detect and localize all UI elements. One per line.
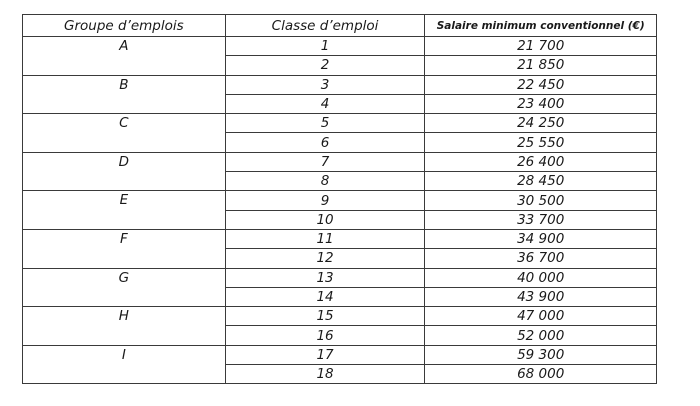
classe-cell: 17 [225,345,425,364]
group-cell: H [23,307,226,346]
classe-cell: 3 [225,75,425,94]
classe-cell: 15 [225,307,425,326]
salaire-cell: 21 700 [425,37,657,56]
salaire-cell: 59 300 [425,345,657,364]
classe-cell: 4 [225,94,425,113]
classe-cell: 10 [225,210,425,229]
salaire-cell: 28 450 [425,172,657,191]
group-cell: F [23,229,226,268]
classe-cell: 14 [225,287,425,306]
salaire-cell: 24 250 [425,114,657,133]
classe-cell: 1 [225,37,425,56]
header-groupe: Groupe d’emplois [23,15,226,37]
group-cell: G [23,268,226,307]
table-row [23,152,657,171]
table-row [23,307,657,326]
classe-cell: 13 [225,268,425,287]
salaire-cell: 26 400 [425,152,657,171]
classe-cell: 12 [225,249,425,268]
group-cell: C [23,114,226,153]
salaire-cell: 25 550 [425,133,657,152]
salaire-cell: 21 850 [425,56,657,75]
classe-cell: 7 [225,152,425,171]
table-header-row [23,15,657,37]
salaire-cell: 43 900 [425,287,657,306]
classe-cell: 2 [225,56,425,75]
header-classe: Classe d’emploi [225,15,425,37]
group-cell: B [23,75,226,114]
table-row [23,229,657,248]
table-row [23,75,657,94]
classe-cell: 9 [225,191,425,210]
table-row [23,191,657,210]
salary-table [22,14,657,384]
classe-cell: 5 [225,114,425,133]
classe-cell: 6 [225,133,425,152]
group-cell: A [23,37,226,76]
group-cell: D [23,152,226,191]
table-row [23,268,657,287]
salaire-cell: 30 500 [425,191,657,210]
group-cell: E [23,191,226,230]
salaire-cell: 22 450 [425,75,657,94]
table-row [23,114,657,133]
salaire-cell: 34 900 [425,229,657,248]
table-row [23,37,657,56]
classe-cell: 11 [225,229,425,248]
classe-cell: 16 [225,326,425,345]
classe-cell: 18 [225,365,425,384]
salaire-cell: 33 700 [425,210,657,229]
salaire-cell: 36 700 [425,249,657,268]
table-row [23,345,657,364]
salaire-cell: 52 000 [425,326,657,345]
header-salaire: Salaire minimum conventionnel (€) [425,15,657,37]
salaire-cell: 47 000 [425,307,657,326]
table-body [23,37,657,384]
salaire-cell: 68 000 [425,365,657,384]
salaire-cell: 23 400 [425,94,657,113]
group-cell: I [23,345,226,384]
salaire-cell: 40 000 [425,268,657,287]
classe-cell: 8 [225,172,425,191]
